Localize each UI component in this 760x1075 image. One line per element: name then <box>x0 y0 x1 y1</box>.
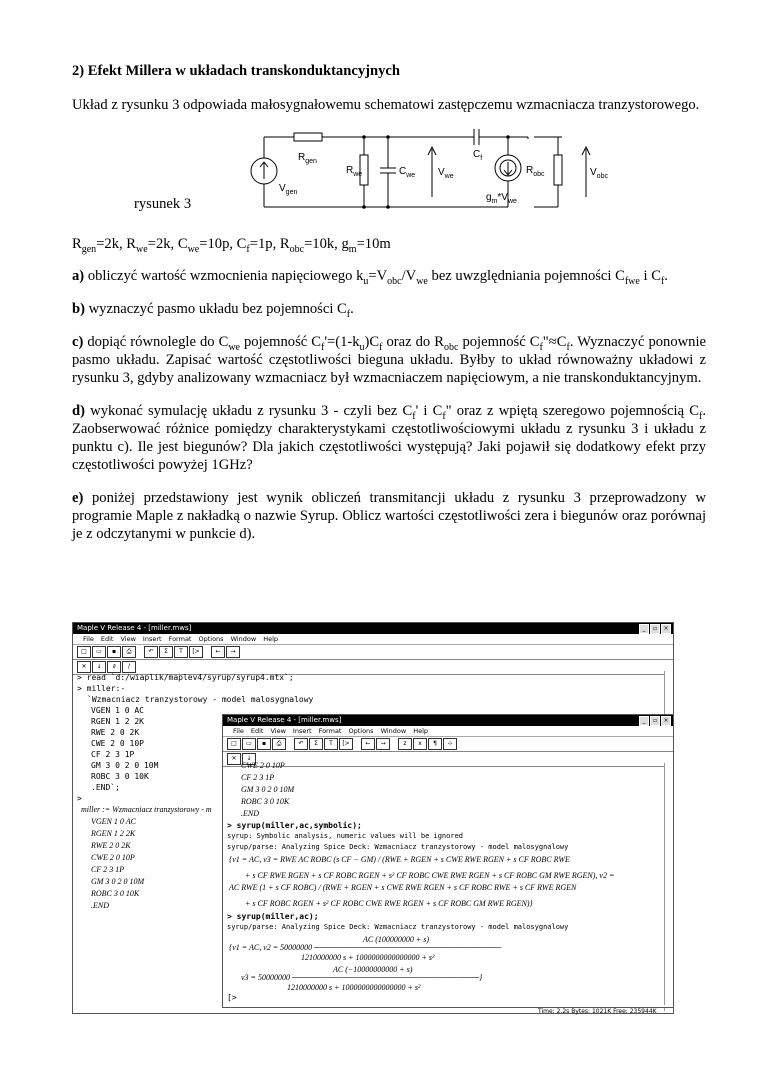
intro-paragraph: Układ z rysunku 3 odpowiada małosygnałowemu schematowi zastępczemu wzmacniacza tranzystorowego. <box>72 97 700 113</box>
maple-front-line-12: + s CF ROBC RGEN + s² CF ROBC CWE RWE RGEN + s CF ROBC GM RWE RGEN)} <box>245 899 533 908</box>
stop-icon[interactable]: ✕ <box>227 753 241 765</box>
menu-view[interactable]: View <box>270 727 286 735</box>
right-icon[interactable]: → <box>226 646 240 658</box>
maple-front-line-7: syrup: Symbolic analysis, numeric values will be ignored <box>227 832 464 840</box>
left-icon[interactable]: ← <box>361 738 375 750</box>
maple-front-titlebar: Maple V Release 4 - [miller.mws] _ ▫ × <box>223 715 673 726</box>
stop-icon[interactable]: ✕ <box>77 661 91 673</box>
close-icon[interactable]: × <box>661 624 671 634</box>
maple-front-line-2: CF 2 3 1P <box>241 773 275 782</box>
minimize-icon[interactable]: _ <box>639 716 649 726</box>
section-heading: 2) Efekt Millera w układach transkonduktancyjnych <box>72 63 400 79</box>
parameters-line: $R_{gen}=2k$, $R_{we}=2k$, $C_{we}=10p$, $C_f=1p$, $R_{obc}=10k$, $g_m=10m$ <box>72 236 391 255</box>
gm-label: $g_m*V_{we}$ <box>486 192 517 205</box>
math-icon[interactable]: ∂ <box>107 661 121 673</box>
left-icon[interactable]: ← <box>211 646 225 658</box>
maple-front-line-11: AC RWE (1 + s CF ROBC) / (RWE + RGEN + s CWE RWE RGEN + s CF ROBC RWE + s CF RWE RGEN <box>229 883 577 892</box>
rgen-label: $R_{gen}$ <box>298 152 317 165</box>
menu-format[interactable]: Format <box>318 727 342 735</box>
restore-icon[interactable]: ▫ <box>650 624 660 634</box>
save-icon[interactable]: ▪ <box>257 738 271 750</box>
save-icon[interactable]: ▪ <box>107 646 121 658</box>
pilcrow-icon[interactable]: ¶ <box>428 738 442 750</box>
maple-front-line-3: GM 3 0 2 0 10M <box>241 785 295 794</box>
maple-back-line-16: RWE 2 0 2K <box>91 841 131 850</box>
new-icon[interactable]: □ <box>77 646 91 658</box>
maple-back-line-1: > read `d:/wiaplik/maplev4/syrup/syrup4.mtx`; <box>77 673 294 682</box>
expand-icon[interactable]: ⊹ <box>443 738 457 750</box>
close-icon[interactable]: × <box>661 716 671 726</box>
maple-front-menubar <box>223 726 673 737</box>
menu-help[interactable]: Help <box>413 727 429 735</box>
maple-front-line-18: AC (−10000000000 + s) <box>333 965 413 974</box>
maple-front-line-20: 1210000000 s + 1000000000000000 + s² <box>287 983 421 992</box>
maple-back-line-13: miller := Wzmacniacz tranzystorowy - m <box>81 805 212 814</box>
restore-icon[interactable]: ▫ <box>650 716 660 726</box>
maple-back-line-14: VGEN 1 0 AC <box>91 817 136 826</box>
menu-options[interactable]: Options <box>198 635 224 643</box>
task-e: e) poniżej przedstawiony jest wynik obliczeń transmitancji układu z rysunku 3 przeprowadzony w programie Maple z nakładką o nazwie Syrup. Oblicz wartości częstotliwości zera i biegunów oraz porównaj je z odczytanymi w punkcie d). <box>72 490 706 542</box>
maple-front-line-5: .END <box>241 809 259 818</box>
circuit-diagram <box>246 125 536 215</box>
maple-back-line-5: RGEN 1 2 2K <box>91 717 144 726</box>
maple-front-line-1: CWE 2 0 10P <box>241 761 285 770</box>
rwe-label: $R_{we}$ <box>346 165 363 178</box>
maple-front-line-15: AC (100000000 + s) <box>363 935 430 944</box>
maple-front-line-21[interactable]: [> <box>227 993 237 1002</box>
bracket-icon[interactable]: [> <box>189 646 203 658</box>
maple-back-line-17: CWE 2 0 10P <box>91 853 135 862</box>
cf-label: $C_f$ <box>473 149 483 162</box>
vgen-label: $V_{gen}$ <box>279 183 298 196</box>
maple-status-bar: Time: 2.2s Bytes: 1021K Free: 235944K <box>538 1008 657 1015</box>
maple-back-toolbar <box>73 645 673 660</box>
menu-window[interactable]: Window <box>380 727 407 735</box>
vwe-label: $V_{we}$ <box>438 167 454 180</box>
maple-front-line-17: 1210000000 s + 1000000000000000 + s² <box>301 953 435 962</box>
zoom-icon[interactable]: z <box>398 738 412 750</box>
cwe-label: $C_{we}$ <box>399 166 416 179</box>
menu-options[interactable]: Options <box>348 727 374 735</box>
maple-front-line-8: syrup/parse: Analyzing Spice Deck: Wzmacniacz tranzystorowy - model malosygnalowy <box>227 843 569 851</box>
maple-window-front <box>222 714 674 1008</box>
menu-window[interactable]: Window <box>230 635 257 643</box>
task-a: a) obliczyć wartość wzmocnienia napięciowego $k_u=V_{obc}/V_{we}$ bez uwzględniania pojemności $C_{fwe}$ i $C_f$. <box>72 268 668 287</box>
print-icon[interactable]: ⎙ <box>122 646 136 658</box>
maple-back-line-2: > miller:- <box>77 684 126 693</box>
task-c: c) dopiąć równolegle do $C_{we}$ pojemność $C_f'=(1-k_u)C_f$ oraz do $R_{obc}$ pojemność $C_f"\approx C_f$. Wyznaczyć ponownie pasmo układu. Zapisać wartość częstotliwości bieguna układu. Byłby to układ równoważny układowi z rysunku 3, gdyby analizowany wzmacniacz był wzmacniaczem napięciowym, a nie transkonduktancyjnym. <box>72 334 707 386</box>
menu-edit[interactable]: Edit <box>250 727 264 735</box>
maple-back-menubar <box>73 634 673 645</box>
maple-front-line-14: syrup/parse: Analyzing Spice Deck: Wzmacniacz tranzystorowy - model malosygnalowy <box>227 923 569 931</box>
maple-back-line-21: .END <box>91 901 109 910</box>
open-icon[interactable]: ▭ <box>92 646 106 658</box>
x-icon[interactable]: x <box>413 738 427 750</box>
minimize-icon[interactable]: _ <box>639 624 649 634</box>
maple-front-line-6: > syrup(miller,ac,symbolic); <box>227 821 362 830</box>
print-icon[interactable]: ⎙ <box>272 738 286 750</box>
task-d: d) wykonać symulację układu z rysunku 3 - czyli bez $C_f'$ i $C_f$" oraz z wpiętą szeregowo pojemnością $C_f$. Zaobserwować różnice pomiędzy charakterystykami częstotliwościowymi układu z rysunku 3 i układu z punktu c). Ile jest biegunów? Dla jakich częstotliwości występują? Jaki pojawił się dodatkowy efekt przy częstotliwości powyżej 1GHz? <box>72 403 706 473</box>
robc-label: $R_{obc}$ <box>526 165 545 178</box>
menu-file[interactable]: File <box>83 635 94 643</box>
sum-icon[interactable]: Σ <box>309 738 323 750</box>
maple-back-line-20: ROBC 3 0 10K <box>91 889 140 898</box>
maple-back-line-12: > <box>77 794 82 803</box>
maple-front-line-10: + s CF RWE RGEN + s CF ROBC RGEN + s² CF ROBC CWE RWE RGEN + s CF ROBC GM RWE RGEN), v2 = <box>245 871 615 880</box>
maple-back-line-10: ROBC 3 0 10K <box>91 772 149 781</box>
maple-front-context-bar <box>223 752 673 767</box>
menu-insert[interactable]: Insert <box>292 727 312 735</box>
open-icon[interactable]: ▭ <box>242 738 256 750</box>
right-icon[interactable]: → <box>376 738 390 750</box>
maple-back-line-9: GM 3 0 2 0 10M <box>91 761 159 770</box>
document-page <box>72 62 706 558</box>
text2-icon[interactable]: / <box>122 661 136 673</box>
menu-format[interactable]: Format <box>168 635 192 643</box>
maple-back-line-18: CF 2 3 1P <box>91 865 125 874</box>
menu-insert[interactable]: Insert <box>142 635 162 643</box>
maple-back-line-19: GM 3 0 2 0 10M <box>91 877 145 886</box>
maple-back-line-11: .END`; <box>91 783 120 792</box>
bracket-icon[interactable]: [> <box>339 738 353 750</box>
text-icon[interactable]: T <box>174 646 188 658</box>
circuit-diagram-right <box>526 125 614 215</box>
maple-front-line-9: {v1 = AC, v3 = RWE AC ROBC (s CF − GM) / (RWE + RGEN + s CWE RWE RGEN + s CF ROBC RWE <box>229 855 570 864</box>
maple-back-line-15: RGEN 1 2 2K <box>91 829 136 838</box>
maple-back-line-4: VGEN 1 0 AC <box>91 706 144 715</box>
sum-icon[interactable]: Σ <box>159 646 173 658</box>
maple-back-titlebar: Maple V Release 4 - [miller.mws] _ ▫ × <box>73 623 673 634</box>
menu-file[interactable]: File <box>233 727 244 735</box>
text-icon[interactable]: T <box>324 738 338 750</box>
undo-icon[interactable]: ↶ <box>294 738 308 750</box>
maple-back-line-7: CWE 2 0 10P <box>91 739 144 748</box>
maple-front-line-4: ROBC 3 0 10K <box>241 797 290 806</box>
menu-view[interactable]: View <box>120 635 136 643</box>
task-b: b) wyznaczyć pasmo układu bez pojemności $C_f$. <box>72 301 354 320</box>
menu-help[interactable]: Help <box>263 635 279 643</box>
maple-front-line-16: {v1 = AC, v2 = 50000000 ───────────────────────────────── <box>229 943 502 952</box>
vobc-label: $V_{obc}$ <box>590 167 608 180</box>
maple-front-toolbar <box>223 737 673 752</box>
maple-back-line-6: RWE 2 0 2K <box>91 728 140 737</box>
cursor-icon[interactable]: ↓ <box>92 661 106 673</box>
maple-front-scrollbar[interactable] <box>664 763 673 1005</box>
maple-front-line-19: v3 = 50000000 ─────────────────────────────────} <box>241 973 483 982</box>
maple-front-line-13: > syrup(miller,ac); <box>227 912 319 921</box>
maple-back-line-3: `Wzmacniacz tranzystorowy - model malosygnalowy <box>87 695 314 704</box>
cursor-icon[interactable]: ↓ <box>242 753 256 765</box>
figure-3 <box>72 129 706 221</box>
undo-icon[interactable]: ↶ <box>144 646 158 658</box>
figure-caption: rysunek 3 <box>134 196 192 212</box>
menu-edit[interactable]: Edit <box>100 635 114 643</box>
maple-back-line-8: CF 2 3 1P <box>91 750 135 759</box>
new-icon[interactable]: □ <box>227 738 241 750</box>
